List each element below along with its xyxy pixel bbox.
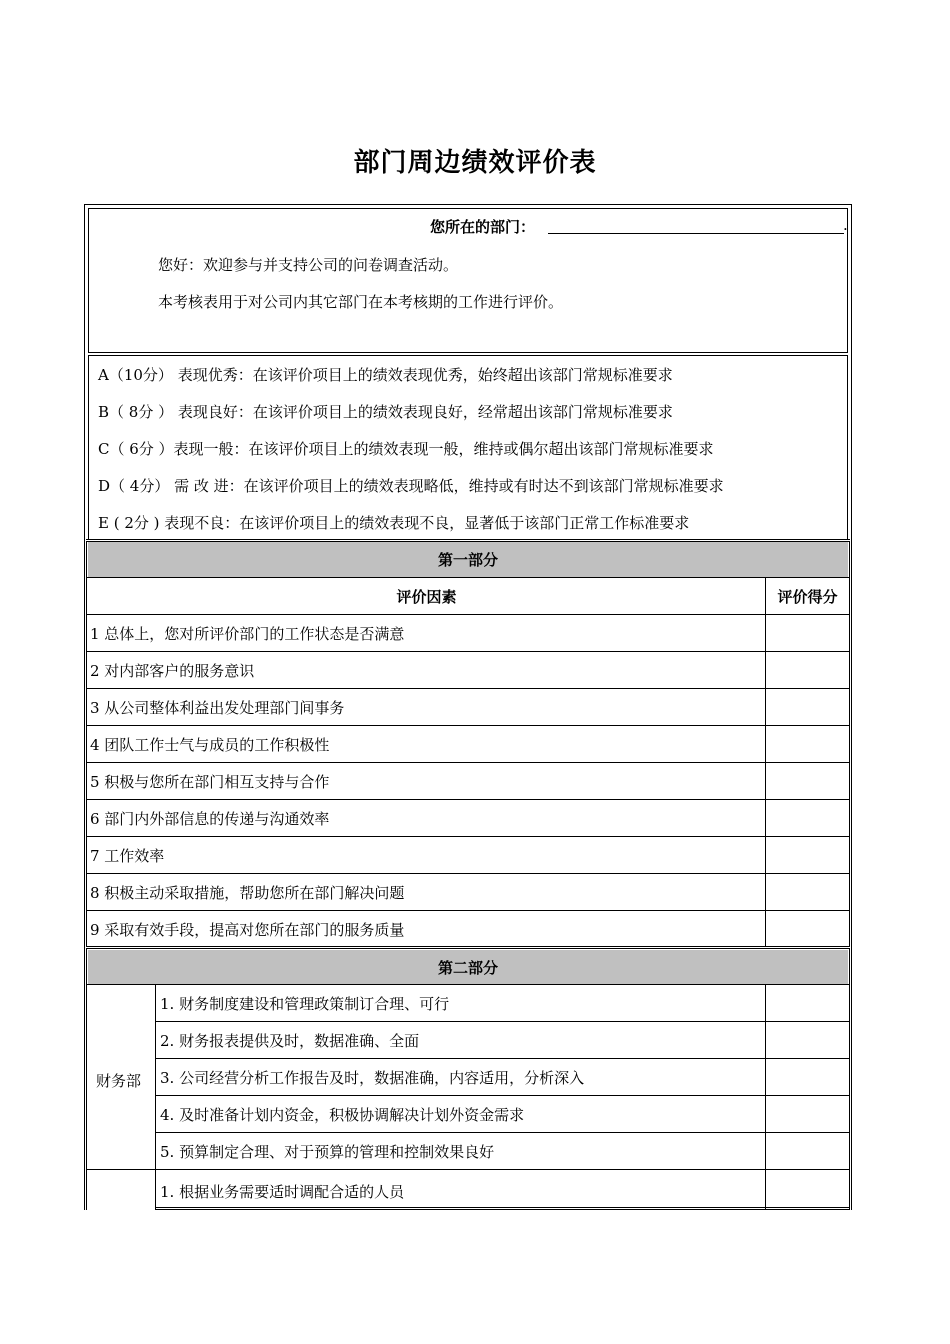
factor-score-cell[interactable] [766, 837, 849, 873]
purpose-text: 本考核表用于对公司内其它部门在本考核期的工作进行评价。 [158, 293, 564, 311]
finance-item-label: 3. 公司经营分析工作报告及时，数据准确，内容适用，分析深入 [160, 1069, 585, 1087]
scale-item-c: C（ 6分 ）表现一般：在该评价项目上的绩效表现一般，维持或偶尔超出该部门常规标准要求 [98, 440, 714, 458]
factor-row-label: 1 总体上，您对所评价部门的工作状态是否满意 [90, 625, 405, 643]
factor-score-cell[interactable] [766, 874, 849, 910]
finance-dept-label: 财务部 [96, 1072, 142, 1090]
part2-heading: 第二部分 [437, 958, 498, 977]
factor-row-label: 9 采取有效手段，提高对您所在部门的服务质量 [90, 921, 405, 939]
finance-item-label: 1. 财务制度建设和管理政策制订合理、可行 [160, 995, 450, 1013]
scale-item-d: D（ 4分） 需 改 进：在该评价项目上的绩效表现略低，维持或有时达不到该部门常规标准要求 [98, 477, 724, 495]
factor-row-label: 6 部门内外部信息的传递与沟通效率 [90, 810, 330, 828]
factor-score-cell[interactable] [766, 911, 849, 947]
factor-score-cell[interactable] [766, 800, 849, 836]
factor-score-cell[interactable] [766, 726, 849, 762]
factor-score-cell[interactable] [766, 652, 849, 688]
factor-row-label: 4 团队工作士气与成员的工作积极性 [90, 736, 330, 754]
col-header-factor: 评价因素 [396, 587, 457, 606]
part1-heading: 第一部分 [437, 551, 498, 569]
finance-score-cell[interactable] [766, 1059, 849, 1095]
finance-item-label: 5. 预算制定合理、对于预算的管理和控制效果良好 [160, 1143, 495, 1161]
factor-score-cell[interactable] [766, 615, 849, 651]
department-end-mark: . [843, 216, 848, 234]
factor-score-cell[interactable] [766, 763, 849, 799]
page-title: 部门周边绩效评价表 [353, 148, 597, 178]
scale-item-b: B（ 8分 ） 表现良好：在该评价项目上的绩效表现良好，经常超出该部门常规标准要求 [98, 403, 673, 421]
scale-item-e: E ( 2分 ) 表现不良：在该评价项目上的绩效表现不良，显著低于该部门正常工作标准要求 [98, 514, 690, 532]
factor-row-label: 5 积极与您所在部门相互支持与合作 [90, 773, 330, 791]
factor-score-cell[interactable] [766, 689, 849, 725]
factor-row-label: 8 积极主动采取措施，帮助您所在部门解决问题 [90, 884, 405, 902]
factor-row-label: 7 工作效率 [90, 847, 165, 865]
finance-score-cell[interactable] [766, 1022, 849, 1058]
department-label: 您所在的部门： [430, 218, 536, 236]
department-input[interactable] [548, 216, 844, 234]
greeting-text: 您好：欢迎参与并支持公司的问卷调查活动。 [158, 256, 459, 274]
factor-row-label: 3 从公司整体利益出发处理部门间事务 [90, 699, 345, 717]
scale-item-a: A（10分） 表现优秀：在该评价项目上的绩效表现优秀，始终超出该部门常规标准要求 [98, 366, 673, 384]
col-header-score: 评价得分 [777, 587, 838, 606]
finance-score-cell[interactable] [766, 985, 849, 1021]
finance-score-cell[interactable] [766, 1096, 849, 1132]
next-dept-item: 1. 根据业务需要适时调配合适的人员 [160, 1183, 405, 1201]
finance-item-label: 2. 财务报表提供及时，数据准确、全面 [160, 1032, 420, 1050]
finance-score-cell[interactable] [766, 1133, 849, 1169]
factor-row-label: 2 对内部客户的服务意识 [90, 662, 255, 680]
finance-item-label: 4. 及时准备计划内资金，积极协调解决计划外资金需求 [160, 1106, 525, 1124]
